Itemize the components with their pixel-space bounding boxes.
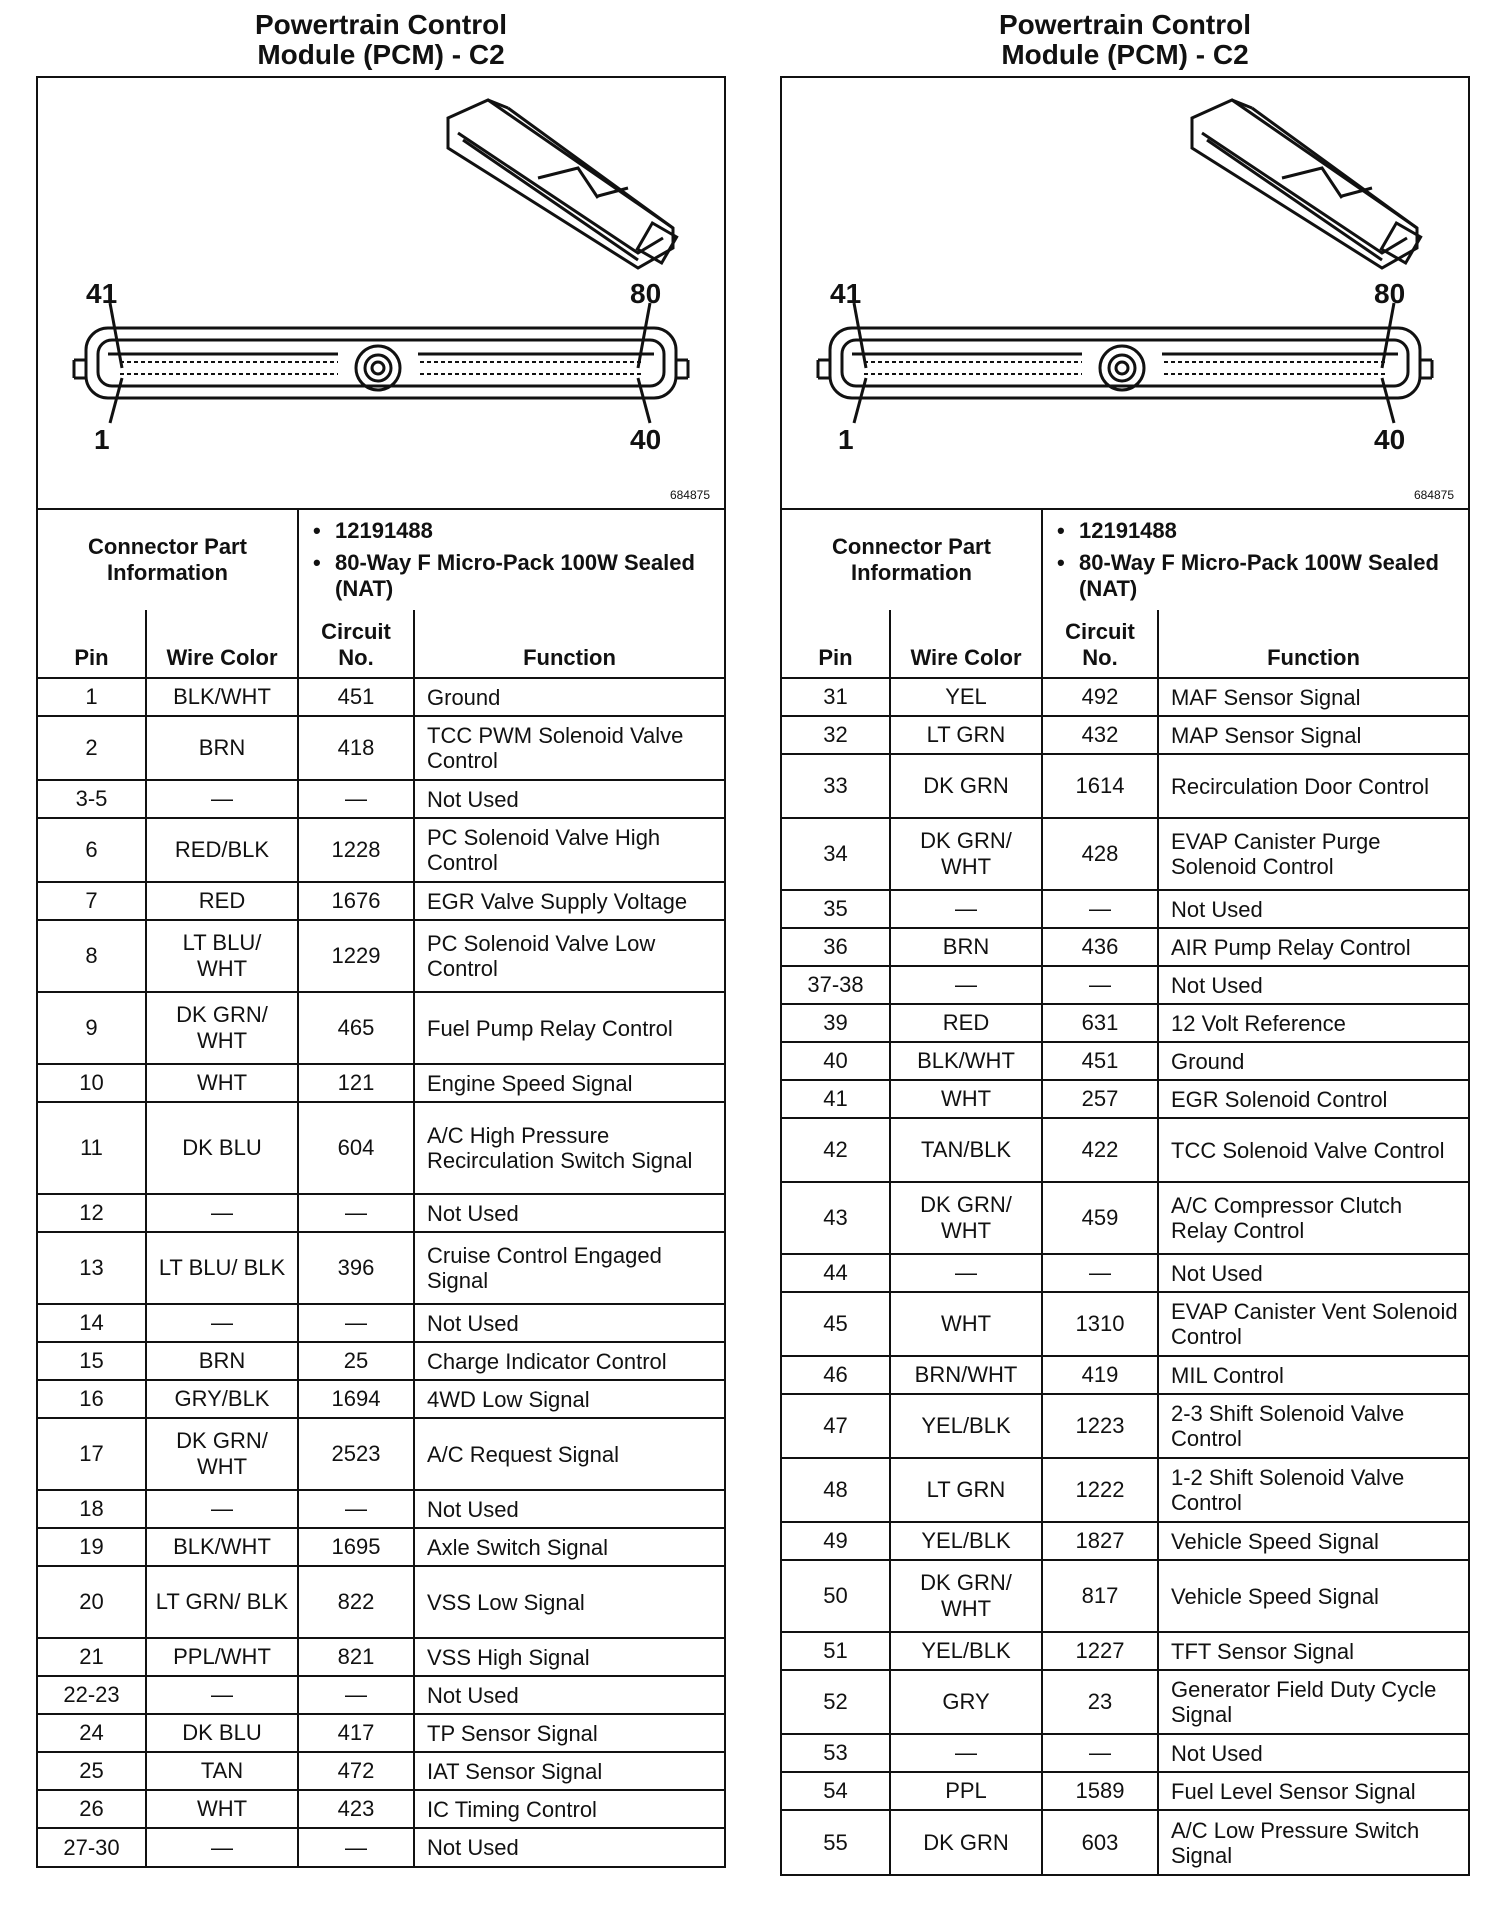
pin-label-80: 80 bbox=[630, 278, 662, 309]
pin-cell: 36 bbox=[782, 928, 890, 966]
pin-cell: 34 bbox=[782, 818, 890, 890]
circuit-cell: 604 bbox=[298, 1102, 414, 1194]
table-row bbox=[782, 1042, 1468, 1080]
connector-description: • 80-Way F Micro-Pack 100W Sealed (NAT) bbox=[1079, 550, 1460, 602]
function-cell: Ground bbox=[1158, 1042, 1468, 1080]
wire-color-cell: PPL/WHT bbox=[146, 1638, 298, 1676]
table-row bbox=[782, 754, 1468, 818]
circuit-cell: — bbox=[298, 1490, 414, 1528]
function-cell: Fuel Pump Relay Control bbox=[414, 992, 724, 1064]
wire-color-cell: WHT bbox=[146, 1790, 298, 1828]
circuit-cell: 472 bbox=[298, 1752, 414, 1790]
table-row bbox=[782, 1182, 1468, 1254]
function-cell: 4WD Low Signal bbox=[414, 1380, 724, 1418]
pin-cell: 46 bbox=[782, 1356, 890, 1394]
pin-cell: 50 bbox=[782, 1560, 890, 1632]
table-row bbox=[38, 1342, 724, 1380]
wire-color-cell: LT GRN/ BLK bbox=[146, 1566, 298, 1638]
table-row bbox=[782, 1522, 1468, 1560]
pin-label-1: 1 bbox=[838, 424, 854, 455]
circuit-cell: 465 bbox=[298, 992, 414, 1064]
circuit-cell: 418 bbox=[298, 716, 414, 780]
function-cell: Not Used bbox=[414, 1304, 724, 1342]
circuit-cell: 121 bbox=[298, 1064, 414, 1102]
table-row bbox=[38, 1064, 724, 1102]
wire-color-cell: DK GRN/ WHT bbox=[146, 992, 298, 1064]
table-row bbox=[782, 1356, 1468, 1394]
table-row bbox=[38, 1528, 724, 1566]
wire-color-cell: GRY/BLK bbox=[146, 1380, 298, 1418]
wire-color-cell: LT GRN bbox=[890, 716, 1042, 754]
connector-illustration bbox=[38, 78, 724, 508]
header-function: Function bbox=[414, 610, 724, 678]
circuit-cell: 1228 bbox=[298, 818, 414, 882]
pin-cell: 15 bbox=[38, 1342, 146, 1380]
circuit-cell: 428 bbox=[1042, 818, 1158, 890]
pin-cell: 52 bbox=[782, 1670, 890, 1734]
wire-color-cell: — bbox=[890, 966, 1042, 1004]
wire-color-cell: — bbox=[146, 1828, 298, 1866]
pin-cell: 13 bbox=[38, 1232, 146, 1304]
function-cell: EGR Solenoid Control bbox=[1158, 1080, 1468, 1118]
wire-color-cell: WHT bbox=[890, 1292, 1042, 1356]
table-row bbox=[38, 678, 724, 716]
pin-cell: 25 bbox=[38, 1752, 146, 1790]
wire-color-cell: TAN/BLK bbox=[890, 1118, 1042, 1182]
pin-cell: 43 bbox=[782, 1182, 890, 1254]
connector-info-label: Connector Part Information bbox=[782, 510, 1042, 610]
wire-color-cell: RED/BLK bbox=[146, 818, 298, 882]
title-line-1: Powertrain Control bbox=[254, 9, 507, 40]
circuit-cell: — bbox=[1042, 890, 1158, 928]
header-wire-color: Wire Color bbox=[890, 610, 1042, 678]
table-row bbox=[782, 890, 1468, 928]
table-row bbox=[782, 1394, 1468, 1458]
pin-cell: 39 bbox=[782, 1004, 890, 1042]
circuit-cell: — bbox=[298, 780, 414, 818]
table-row bbox=[38, 1490, 724, 1528]
function-cell: Not Used bbox=[414, 1194, 724, 1232]
figure-number: 684875 bbox=[669, 488, 710, 502]
function-cell: 12 Volt Reference bbox=[1158, 1004, 1468, 1042]
function-cell: EVAP Canister Purge Solenoid Control bbox=[1158, 818, 1468, 890]
pin-table-body bbox=[782, 678, 1468, 1874]
circuit-cell: 1229 bbox=[298, 920, 414, 992]
header-function: Function bbox=[1158, 610, 1468, 678]
table-row bbox=[38, 818, 724, 882]
pin-cell: 37-38 bbox=[782, 966, 890, 1004]
wire-color-cell: DK GRN bbox=[890, 754, 1042, 818]
table-row bbox=[38, 1304, 724, 1342]
function-cell: Cruise Control Engaged Signal bbox=[414, 1232, 724, 1304]
pin-cell: 24 bbox=[38, 1714, 146, 1752]
circuit-cell: 1310 bbox=[1042, 1292, 1158, 1356]
table-row bbox=[38, 716, 724, 780]
panel-left bbox=[36, 0, 726, 1868]
circuit-cell: 1614 bbox=[1042, 754, 1158, 818]
table-row bbox=[782, 1632, 1468, 1670]
function-cell: Charge Indicator Control bbox=[414, 1342, 724, 1380]
function-cell: AIR Pump Relay Control bbox=[1158, 928, 1468, 966]
wire-color-cell: WHT bbox=[146, 1064, 298, 1102]
table-row bbox=[782, 1810, 1468, 1874]
panel-title bbox=[780, 0, 1470, 76]
pin-cell: 42 bbox=[782, 1118, 890, 1182]
pin-cell: 10 bbox=[38, 1064, 146, 1102]
table-row bbox=[782, 1080, 1468, 1118]
pin-cell: 41 bbox=[782, 1080, 890, 1118]
circuit-cell: 1694 bbox=[298, 1380, 414, 1418]
pin-label-40: 40 bbox=[1374, 424, 1406, 455]
table-row bbox=[38, 1790, 724, 1828]
pin-cell: 21 bbox=[38, 1638, 146, 1676]
pin-cell: 22-23 bbox=[38, 1676, 146, 1714]
pin-label-41: 41 bbox=[86, 278, 118, 309]
table-row bbox=[38, 1638, 724, 1676]
function-cell: Not Used bbox=[414, 1490, 724, 1528]
circuit-cell: — bbox=[298, 1194, 414, 1232]
pin-cell: 8 bbox=[38, 920, 146, 992]
connector-info-table bbox=[782, 510, 1468, 610]
wire-color-cell: LT BLU/ WHT bbox=[146, 920, 298, 992]
table-row bbox=[38, 1194, 724, 1232]
pin-cell: 51 bbox=[782, 1632, 890, 1670]
function-cell: VSS Low Signal bbox=[414, 1566, 724, 1638]
circuit-cell: — bbox=[298, 1304, 414, 1342]
wire-color-cell: DK GRN bbox=[890, 1810, 1042, 1874]
header-circuit: Circuit No. bbox=[1042, 610, 1158, 678]
function-cell: Vehicle Speed Signal bbox=[1158, 1522, 1468, 1560]
function-cell: EGR Valve Supply Voltage bbox=[414, 882, 724, 920]
table-row bbox=[38, 1232, 724, 1304]
pin-cell: 17 bbox=[38, 1418, 146, 1490]
table-row bbox=[38, 1566, 724, 1638]
connector-info-label: Connector Part Information bbox=[38, 510, 298, 610]
wire-color-cell: BRN bbox=[890, 928, 1042, 966]
wire-color-cell: LT BLU/ BLK bbox=[146, 1232, 298, 1304]
pin-cell: 3-5 bbox=[38, 780, 146, 818]
wire-color-cell: — bbox=[890, 890, 1042, 928]
circuit-cell: 23 bbox=[1042, 1670, 1158, 1734]
pin-cell: 45 bbox=[782, 1292, 890, 1356]
circuit-cell: — bbox=[1042, 966, 1158, 1004]
connector-info-items bbox=[1042, 510, 1468, 610]
connector-description: • 80-Way F Micro-Pack 100W Sealed (NAT) bbox=[335, 550, 716, 602]
circuit-cell: 1222 bbox=[1042, 1458, 1158, 1522]
pin-cell: 49 bbox=[782, 1522, 890, 1560]
pin-cell: 14 bbox=[38, 1304, 146, 1342]
table-row bbox=[782, 716, 1468, 754]
wire-color-cell: DK GRN/ WHT bbox=[146, 1418, 298, 1490]
pin-table bbox=[38, 610, 724, 1866]
pin-cell: 11 bbox=[38, 1102, 146, 1194]
wire-color-cell: BRN bbox=[146, 1342, 298, 1380]
pin-cell: 16 bbox=[38, 1380, 146, 1418]
function-cell: Not Used bbox=[414, 1828, 724, 1866]
table-row bbox=[38, 1752, 724, 1790]
table-row bbox=[38, 1102, 724, 1194]
circuit-cell: 1227 bbox=[1042, 1632, 1158, 1670]
circuit-cell: 631 bbox=[1042, 1004, 1158, 1042]
pin-cell: 32 bbox=[782, 716, 890, 754]
table-row bbox=[38, 1418, 724, 1490]
circuit-cell: 417 bbox=[298, 1714, 414, 1752]
function-cell: Generator Field Duty Cycle Signal bbox=[1158, 1670, 1468, 1734]
function-cell: IAT Sensor Signal bbox=[414, 1752, 724, 1790]
pin-cell: 18 bbox=[38, 1490, 146, 1528]
table-row bbox=[38, 920, 724, 992]
pin-cell: 35 bbox=[782, 890, 890, 928]
function-cell: Vehicle Speed Signal bbox=[1158, 1560, 1468, 1632]
wire-color-cell: BRN bbox=[146, 716, 298, 780]
table-row bbox=[782, 1458, 1468, 1522]
header-pin: Pin bbox=[782, 610, 890, 678]
pin-table-body bbox=[38, 678, 724, 1866]
wire-color-cell: LT GRN bbox=[890, 1458, 1042, 1522]
function-cell: Engine Speed Signal bbox=[414, 1064, 724, 1102]
table-row bbox=[782, 1118, 1468, 1182]
wire-color-cell: GRY bbox=[890, 1670, 1042, 1734]
function-cell: Axle Switch Signal bbox=[414, 1528, 724, 1566]
pin-label-40: 40 bbox=[630, 424, 662, 455]
panel-title bbox=[36, 0, 726, 76]
figure-number: 684875 bbox=[1413, 488, 1454, 502]
function-cell: Fuel Level Sensor Signal bbox=[1158, 1772, 1468, 1810]
circuit-cell: 817 bbox=[1042, 1560, 1158, 1632]
table-row bbox=[782, 1004, 1468, 1042]
wire-color-cell: BLK/WHT bbox=[146, 1528, 298, 1566]
table-row bbox=[38, 780, 724, 818]
title-line-2: Module (PCM) - C2 bbox=[257, 39, 505, 70]
wire-color-cell: RED bbox=[146, 882, 298, 920]
pin-cell: 27-30 bbox=[38, 1828, 146, 1866]
connector-box bbox=[36, 76, 726, 1868]
circuit-cell: — bbox=[298, 1676, 414, 1714]
table-row bbox=[782, 678, 1468, 716]
circuit-cell: 423 bbox=[298, 1790, 414, 1828]
connector-box bbox=[780, 76, 1470, 1876]
pin-cell: 44 bbox=[782, 1254, 890, 1292]
wire-color-cell: DK GRN/ WHT bbox=[890, 1182, 1042, 1254]
circuit-cell: 419 bbox=[1042, 1356, 1158, 1394]
table-row bbox=[782, 1254, 1468, 1292]
header-pin: Pin bbox=[38, 610, 146, 678]
circuit-cell: 822 bbox=[298, 1566, 414, 1638]
wire-color-cell: YEL/BLK bbox=[890, 1394, 1042, 1458]
table-row bbox=[782, 966, 1468, 1004]
wire-color-cell: BRN/WHT bbox=[890, 1356, 1042, 1394]
function-cell: Not Used bbox=[1158, 1254, 1468, 1292]
function-cell: Not Used bbox=[1158, 1734, 1468, 1772]
title-line-2: Module (PCM) - C2 bbox=[1001, 39, 1249, 70]
pin-cell: 53 bbox=[782, 1734, 890, 1772]
function-cell: MAP Sensor Signal bbox=[1158, 716, 1468, 754]
function-cell: 2-3 Shift Solenoid Valve Control bbox=[1158, 1394, 1468, 1458]
function-cell: Not Used bbox=[1158, 966, 1468, 1004]
wire-color-cell: RED bbox=[890, 1004, 1042, 1042]
pin-cell: 26 bbox=[38, 1790, 146, 1828]
wire-color-cell: BLK/WHT bbox=[890, 1042, 1042, 1080]
wire-color-cell: — bbox=[890, 1254, 1042, 1292]
function-cell: MIL Control bbox=[1158, 1356, 1468, 1394]
pin-cell: 7 bbox=[38, 882, 146, 920]
wire-color-cell: — bbox=[146, 780, 298, 818]
function-cell: Not Used bbox=[1158, 890, 1468, 928]
circuit-cell: 451 bbox=[298, 678, 414, 716]
wire-color-cell: BLK/WHT bbox=[146, 678, 298, 716]
pin-cell: 2 bbox=[38, 716, 146, 780]
pin-cell: 6 bbox=[38, 818, 146, 882]
function-cell: PC Solenoid Valve High Control bbox=[414, 818, 724, 882]
pin-cell: 19 bbox=[38, 1528, 146, 1566]
table-row bbox=[782, 1734, 1468, 1772]
wire-color-cell: — bbox=[890, 1734, 1042, 1772]
wire-color-cell: — bbox=[146, 1194, 298, 1232]
circuit-cell: — bbox=[1042, 1734, 1158, 1772]
table-row bbox=[782, 818, 1468, 890]
wire-color-cell: DK GRN/ WHT bbox=[890, 1560, 1042, 1632]
circuit-cell: 1695 bbox=[298, 1528, 414, 1566]
circuit-cell: 436 bbox=[1042, 928, 1158, 966]
table-row bbox=[38, 882, 724, 920]
wire-color-cell: — bbox=[146, 1304, 298, 1342]
header-circuit: Circuit No. bbox=[298, 610, 414, 678]
wire-color-cell: — bbox=[146, 1676, 298, 1714]
pin-cell: 54 bbox=[782, 1772, 890, 1810]
function-cell: A/C Compressor Clutch Relay Control bbox=[1158, 1182, 1468, 1254]
pin-label-1: 1 bbox=[94, 424, 110, 455]
pin-cell: 31 bbox=[782, 678, 890, 716]
function-cell: PC Solenoid Valve Low Control bbox=[414, 920, 724, 992]
table-row bbox=[782, 1670, 1468, 1734]
wire-color-cell: YEL/BLK bbox=[890, 1522, 1042, 1560]
connector-diagram bbox=[782, 78, 1468, 510]
pin-cell: 48 bbox=[782, 1458, 890, 1522]
pin-cell: 47 bbox=[782, 1394, 890, 1458]
wire-color-cell: YEL bbox=[890, 678, 1042, 716]
wire-color-cell: — bbox=[146, 1490, 298, 1528]
circuit-cell: 422 bbox=[1042, 1118, 1158, 1182]
connector-info-table bbox=[38, 510, 724, 610]
circuit-cell: 25 bbox=[298, 1342, 414, 1380]
circuit-cell: 1827 bbox=[1042, 1522, 1158, 1560]
function-cell: EVAP Canister Vent Solenoid Control bbox=[1158, 1292, 1468, 1356]
circuit-cell: 257 bbox=[1042, 1080, 1158, 1118]
wire-color-cell: YEL/BLK bbox=[890, 1632, 1042, 1670]
pin-cell: 20 bbox=[38, 1566, 146, 1638]
pin-cell: 33 bbox=[782, 754, 890, 818]
part-number: • 12191488 bbox=[335, 518, 716, 544]
title-line-1: Powertrain Control bbox=[998, 9, 1251, 40]
function-cell: A/C Request Signal bbox=[414, 1418, 724, 1490]
pin-cell: 40 bbox=[782, 1042, 890, 1080]
pin-cell: 1 bbox=[38, 678, 146, 716]
wire-color-cell: TAN bbox=[146, 1752, 298, 1790]
table-row bbox=[782, 1560, 1468, 1632]
pin-cell: 12 bbox=[38, 1194, 146, 1232]
connector-illustration bbox=[782, 78, 1468, 508]
function-cell: TP Sensor Signal bbox=[414, 1714, 724, 1752]
function-cell: 1-2 Shift Solenoid Valve Control bbox=[1158, 1458, 1468, 1522]
circuit-cell: 459 bbox=[1042, 1182, 1158, 1254]
circuit-cell: — bbox=[1042, 1254, 1158, 1292]
header-wire-color: Wire Color bbox=[146, 610, 298, 678]
table-row bbox=[38, 992, 724, 1064]
connector-diagram bbox=[38, 78, 724, 510]
circuit-cell: — bbox=[298, 1828, 414, 1866]
circuit-cell: 492 bbox=[1042, 678, 1158, 716]
table-row bbox=[38, 1676, 724, 1714]
function-cell: TCC Solenoid Valve Control bbox=[1158, 1118, 1468, 1182]
function-cell: A/C High Pressure Recirculation Switch Signal bbox=[414, 1102, 724, 1194]
table-row bbox=[38, 1828, 724, 1866]
function-cell: Not Used bbox=[414, 1676, 724, 1714]
wire-color-cell: DK GRN/ WHT bbox=[890, 818, 1042, 890]
function-cell: Not Used bbox=[414, 780, 724, 818]
circuit-cell: 1676 bbox=[298, 882, 414, 920]
circuit-cell: 432 bbox=[1042, 716, 1158, 754]
table-row bbox=[38, 1380, 724, 1418]
table-row bbox=[782, 1772, 1468, 1810]
table-row bbox=[782, 1292, 1468, 1356]
part-number: • 12191488 bbox=[1079, 518, 1460, 544]
circuit-cell: 821 bbox=[298, 1638, 414, 1676]
circuit-cell: 396 bbox=[298, 1232, 414, 1304]
circuit-cell: 2523 bbox=[298, 1418, 414, 1490]
pin-label-41: 41 bbox=[830, 278, 862, 309]
panel-right bbox=[780, 0, 1470, 1876]
wire-color-cell: DK BLU bbox=[146, 1102, 298, 1194]
table-row bbox=[38, 1714, 724, 1752]
function-cell: TFT Sensor Signal bbox=[1158, 1632, 1468, 1670]
pin-label-80: 80 bbox=[1374, 278, 1406, 309]
circuit-cell: 1223 bbox=[1042, 1394, 1158, 1458]
connector-info-items bbox=[298, 510, 724, 610]
wire-color-cell: WHT bbox=[890, 1080, 1042, 1118]
table-row bbox=[782, 928, 1468, 966]
circuit-cell: 451 bbox=[1042, 1042, 1158, 1080]
wire-color-cell: PPL bbox=[890, 1772, 1042, 1810]
wire-color-cell: DK BLU bbox=[146, 1714, 298, 1752]
function-cell: IC Timing Control bbox=[414, 1790, 724, 1828]
function-cell: A/C Low Pressure Switch Signal bbox=[1158, 1810, 1468, 1874]
function-cell: Recirculation Door Control bbox=[1158, 754, 1468, 818]
circuit-cell: 603 bbox=[1042, 1810, 1158, 1874]
function-cell: TCC PWM Solenoid Valve Control bbox=[414, 716, 724, 780]
pin-table bbox=[782, 610, 1468, 1874]
function-cell: MAF Sensor Signal bbox=[1158, 678, 1468, 716]
circuit-cell: 1589 bbox=[1042, 1772, 1158, 1810]
pin-cell: 55 bbox=[782, 1810, 890, 1874]
function-cell: Ground bbox=[414, 678, 724, 716]
pin-cell: 9 bbox=[38, 992, 146, 1064]
function-cell: VSS High Signal bbox=[414, 1638, 724, 1676]
